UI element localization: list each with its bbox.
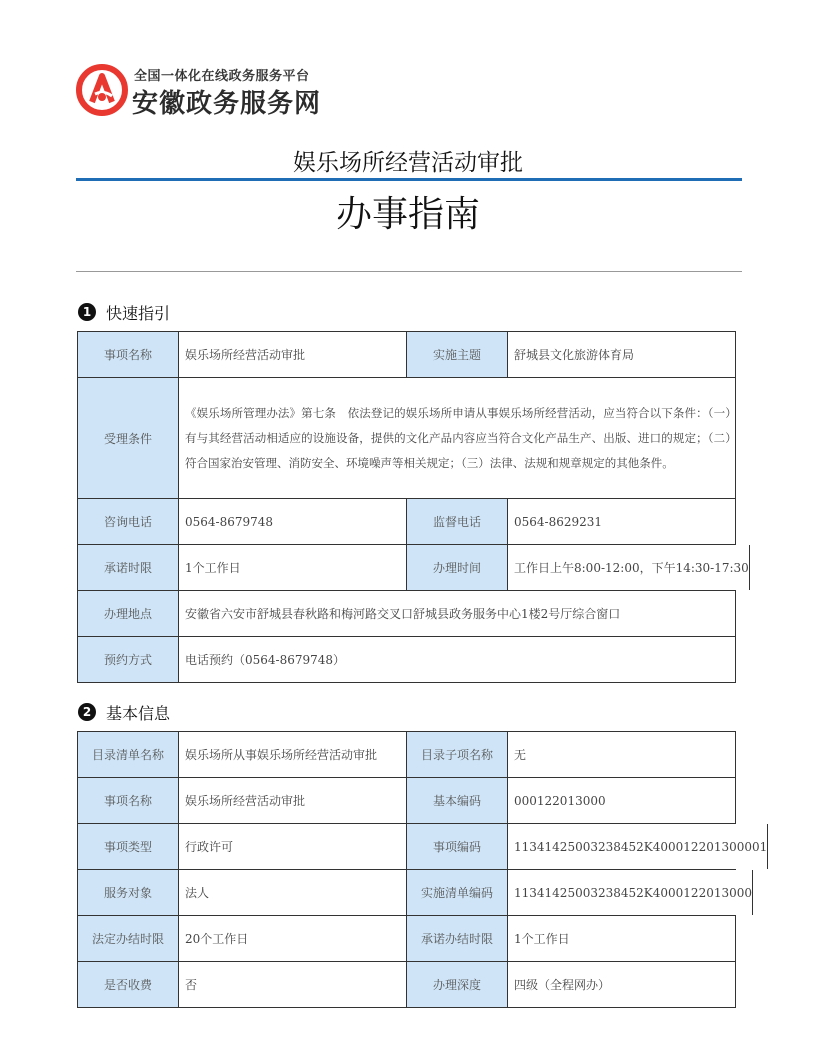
table-label: 承诺办结时限 <box>407 916 508 961</box>
item-name-value: 娱乐场所经营活动审批 <box>179 332 407 377</box>
promise-time-value: 1个工作日 <box>179 545 407 590</box>
table-label: 是否收费 <box>78 962 179 1007</box>
table-label: 服务对象 <box>78 870 179 915</box>
table-row <box>78 732 736 778</box>
table-label: 目录子项名称 <box>407 732 508 777</box>
logo-mark-icon <box>76 64 128 116</box>
table-row <box>78 824 768 870</box>
table-label: 预约方式 <box>78 637 179 682</box>
table-label: 实施主题 <box>407 332 508 377</box>
table-value: 四级（全程网办） <box>508 962 736 1007</box>
table-value: 1个工作日 <box>508 916 736 961</box>
table-label: 办理时间 <box>407 545 508 590</box>
table-value: 行政许可 <box>179 824 407 869</box>
document-heading: 办事指南 <box>335 194 480 235</box>
site-logo[interactable] <box>76 64 346 118</box>
table-value: 法人 <box>179 870 407 915</box>
table-value: 000122013000 <box>508 778 736 823</box>
logo-name: 安徽政务服务网 <box>132 89 322 119</box>
heading-divider <box>76 271 742 272</box>
table-label: 承诺时限 <box>78 545 179 590</box>
table-value: 11341425003238452K400012201300001 <box>508 824 768 869</box>
table-row <box>78 870 753 916</box>
table-label: 咨询电话 <box>78 499 179 544</box>
table-label: 基本编码 <box>407 778 508 823</box>
section-quick-guide-header <box>78 301 170 323</box>
table-row <box>78 332 736 378</box>
table-row <box>78 778 736 824</box>
table-value: 否 <box>179 962 407 1007</box>
logo-subtitle: 全国一体化在线政务服务平台 <box>134 69 310 84</box>
table-row <box>78 499 736 545</box>
table-value: 11341425003238452K4000122013000 <box>508 870 753 915</box>
conditions-value: 《娱乐场所管理办法》第七条 依法登记的娱乐场所申请从事娱乐场所经营活动，应当符合以下条件：（一）有与其经营活动相适应的设施设备，提供的文化产品内容应当符合文化产品生产、出版、进口的规定；（二）符合国家治安管理、消防安全、环境噪声等相关规定；（三）法律、法规和规章规定的其他条件。 <box>179 378 736 498</box>
table-label: 办理深度 <box>407 962 508 1007</box>
location-value: 安徽省六安市舒城县春秋路和梅河路交叉口舒城县政务服务中心1楼2号厅综合窗口 <box>179 591 736 636</box>
section-number-badge: 2 <box>78 703 96 721</box>
title-divider <box>76 178 742 181</box>
table-label: 受理条件 <box>78 378 179 498</box>
table-label: 目录清单名称 <box>78 732 179 777</box>
table-label: 事项编码 <box>407 824 508 869</box>
section-number-badge: 1 <box>78 303 96 321</box>
table-label: 实施清单编码 <box>407 870 508 915</box>
table-value: 20个工作日 <box>179 916 407 961</box>
basic-info-table <box>77 731 768 1008</box>
table-label: 监督电话 <box>407 499 508 544</box>
section-title: 基本信息 <box>106 703 171 723</box>
consult-phone-value: 0564-8679748 <box>179 499 407 544</box>
table-label: 事项类型 <box>78 824 179 869</box>
section-title: 快速指引 <box>106 303 171 323</box>
table-label: 法定办结时限 <box>78 916 179 961</box>
table-row <box>78 916 736 962</box>
subject-value: 舒城县文化旅游体育局 <box>508 332 736 377</box>
table-row <box>78 378 736 499</box>
office-hours-value: 工作日上午8:00-12:00，下午14:30-17:30 <box>508 545 750 590</box>
table-label: 事项名称 <box>78 778 179 823</box>
quick-guide-table <box>77 331 749 683</box>
table-label: 办理地点 <box>78 591 179 636</box>
table-value: 娱乐场所经营活动审批 <box>179 778 407 823</box>
booking-value: 电话预约（0564-8679748） <box>179 637 736 682</box>
table-label: 事项名称 <box>78 332 179 377</box>
table-value: 娱乐场所从事娱乐场所经营活动审批 <box>179 732 407 777</box>
document-title: 娱乐场所经营活动审批 <box>293 150 523 176</box>
section-basic-info-header <box>78 701 170 723</box>
table-row <box>78 962 736 1008</box>
table-value: 无 <box>508 732 736 777</box>
supervise-phone-value: 0564-8629231 <box>508 499 736 544</box>
table-row <box>78 637 736 683</box>
table-row <box>78 545 749 591</box>
table-row <box>78 591 736 637</box>
